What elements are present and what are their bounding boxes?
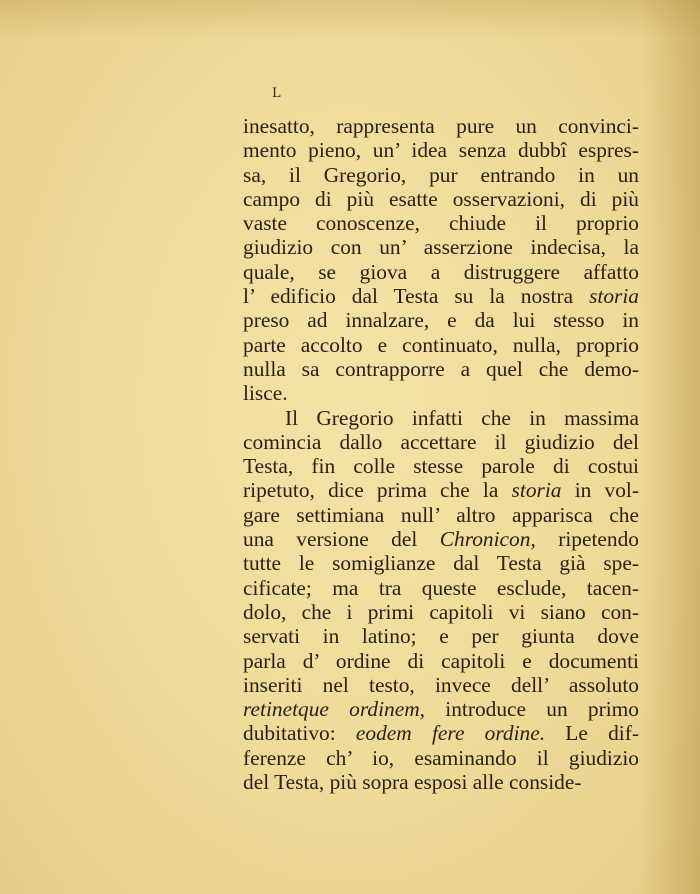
text-segment: dubitativo: [243,721,356,746]
text-segment: vaste conoscenze, chiude il proprio [243,211,639,236]
text-line [243,138,639,162]
text-segment: l’ edificio dal Testa su la nostra [243,284,590,309]
text-line [243,478,639,502]
text-line [243,357,639,381]
text-segment: ripetuto, dice prima che la [243,478,512,503]
text-segment: in vol- [561,478,639,503]
text-line [243,187,639,211]
text-line [243,114,639,138]
text-segment: Le dif- [545,721,639,746]
italic-term: retinetque ordinem [243,697,420,722]
text-segment: parla d’ ordine di capitoli e documenti [243,648,639,673]
text-segment: dolo, che i primi capitoli vi siano con- [243,599,639,624]
text-segment: giudizio con un’ asserzione indecisa, la [243,235,639,260]
page-top-shadow [0,0,700,40]
text-line [243,260,639,284]
text-line [243,624,639,648]
text-line [243,454,639,478]
text-segment: gare settimiana null’ altro apparisca che [243,502,639,527]
italic-term: storia [589,284,639,309]
text-segment: Testa, fin colle stesse parole di costui [243,454,639,479]
text-segment: comincia dallo accettare il giudizio del [243,429,639,454]
text-line [243,721,639,745]
text-line [243,430,639,454]
text-segment: parte accolto e continuato, nulla, proprio [243,332,639,357]
text-segment: servati in latino; e per giunta dove [243,624,639,649]
text-segment: tutte le somiglianze dal Testa già spe- [243,551,639,576]
text-line [243,406,639,430]
text-line [243,649,639,673]
text-line [243,503,639,527]
text-segment: inseriti nel testo, invece dell’ assoluto [243,672,639,697]
text-segment: del Testa, più sopra esposi alle conside- [243,770,582,795]
text-segment: inesatto, rappresenta pure un convinci- [243,114,639,138]
text-line [243,551,639,575]
text-segment: ferenze ch’ io, esaminando il giudizio [243,745,639,770]
text-segment: quale, se giova a distruggere affatto [243,259,639,284]
text-line [243,746,639,770]
text-line [243,163,639,187]
text-line [243,381,639,405]
text-segment: mento pieno, un’ idea senza dubbî espres- [243,138,639,163]
text-line [243,600,639,624]
text-line [243,770,639,794]
text-segment: , ripetendo [530,527,639,552]
text-line [243,308,639,332]
text-segment: Il Gregorio infatti che in massima [285,405,639,430]
text-line [243,576,639,600]
text-line [243,527,639,551]
text-segment: cificate; ma tra queste esclude, tacen- [243,575,639,600]
italic-term: Chronicon [439,527,531,552]
text-line [243,284,639,308]
page-edge-shadow [640,0,700,894]
page-number: L [272,86,281,101]
text-line [243,211,639,235]
paragraph-2 [243,406,639,795]
text-segment: preso ad innalzare, e da lui stesso in [243,308,639,333]
body-text [243,114,639,794]
text-segment: una versione del [243,527,440,552]
paragraph-1 [243,114,639,406]
text-segment: lisce. [243,381,288,406]
italic-term: eodem fere ordine. [355,721,546,746]
text-line [243,673,639,697]
text-segment: , introduce un primo [419,697,639,722]
text-segment: campo di più esatte osservazioni, di più [243,186,639,211]
text-line [243,235,639,259]
text-segment: sa, il Gregorio, pur entrando in un [243,162,639,187]
text-line [243,697,639,721]
text-line [243,333,639,357]
text-segment: nulla sa contrapporre a quel che demo- [243,356,639,381]
italic-term: storia [511,478,562,503]
